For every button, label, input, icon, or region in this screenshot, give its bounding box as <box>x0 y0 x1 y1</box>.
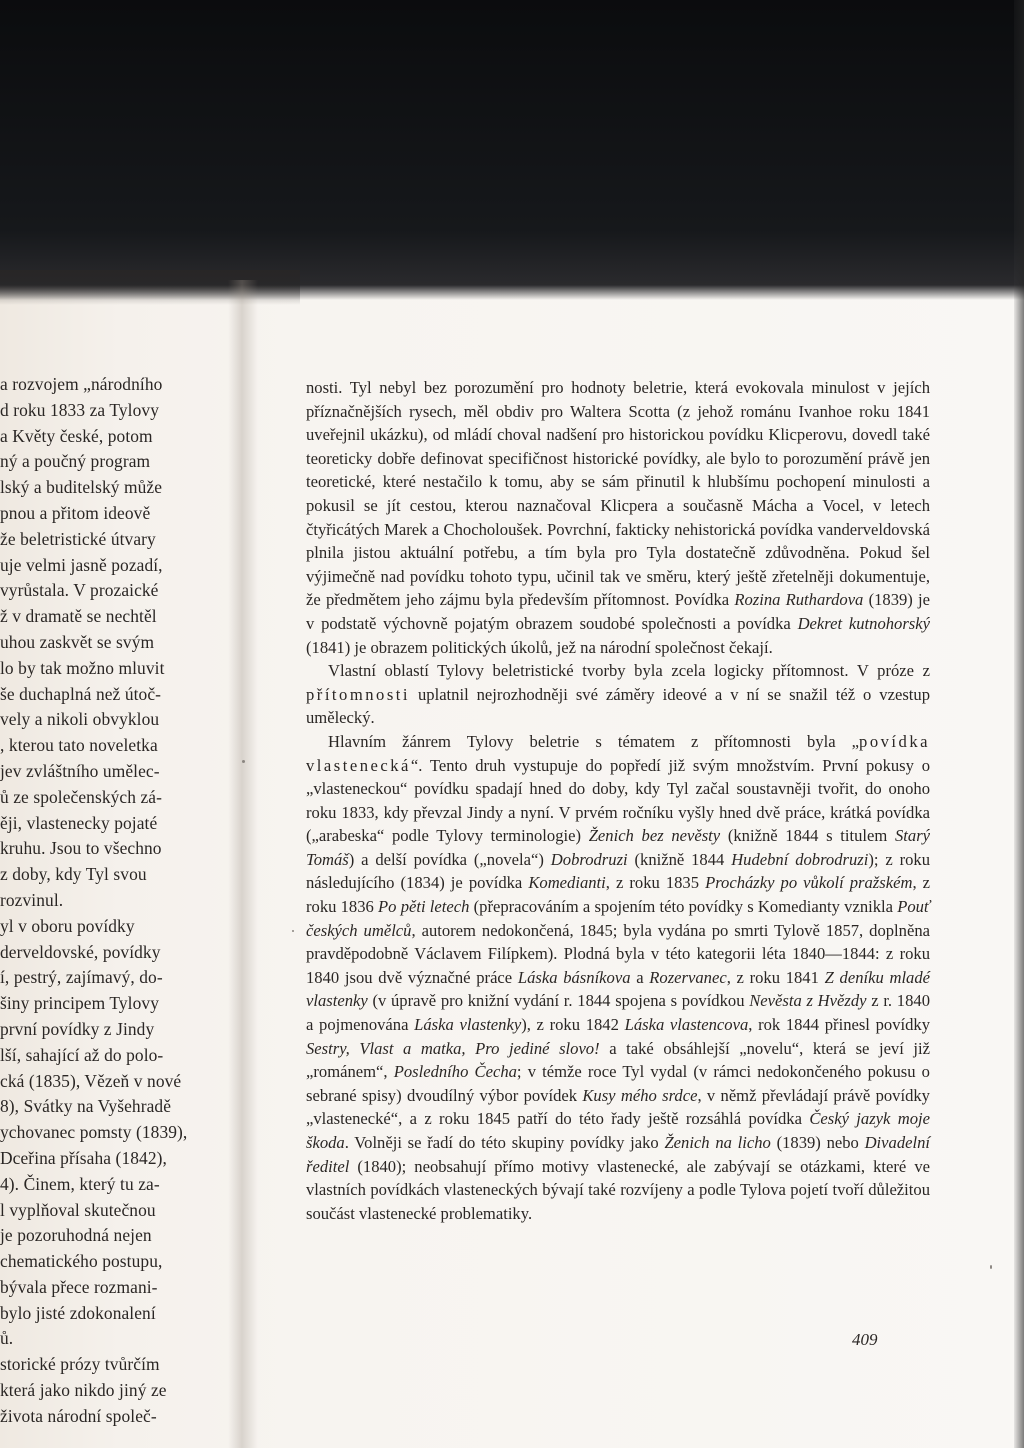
book-gutter <box>228 280 258 1448</box>
left-page-line: jev zvláštního umělec- <box>0 760 160 781</box>
text-run: ); z roku následujícího (1834) je povídka <box>306 849 931 893</box>
body-paragraph <box>306 730 930 1225</box>
paper-speck <box>242 760 245 763</box>
paper-speck <box>990 1265 992 1269</box>
text-run: , v němž převládají právě povídky „vlastenecké“, a z roku 1845 patří do této řady ještě rozsáhlá povídka <box>306 1085 930 1129</box>
text-run: z r. 1840 a pojmenována <box>306 991 930 1035</box>
left-page-line: je pozoruhodná nejen <box>0 1225 152 1246</box>
text-run: , z roku 1841 <box>726 967 825 987</box>
italic-title: Ženich na licho <box>664 1133 771 1152</box>
left-page-line: cká (1835), Vězeň v nové <box>0 1070 182 1091</box>
left-page-line: a rozvojem „národního <box>0 374 163 394</box>
left-page-line: lší, sahající až do polo- <box>0 1044 164 1065</box>
italic-title: Rozina Ruthardova <box>734 590 864 610</box>
italic-title: Procházky po vůkolí pražském <box>705 873 913 893</box>
left-page-line: ž v dramatě se nechtěl <box>0 606 157 627</box>
text-run: , autorem nedokončená, 1845; byla vydána po smrti Tylově 1857, doplněna pravděpodobně Václavem Filípkem). Plodná byla v této kategorii léta 1840—1844: z roku 1840 jsou dvě význačné práce <box>306 920 930 987</box>
italic-title: Nevěsta z Hvězdy <box>749 991 867 1011</box>
text-run: Hlavním žánrem Tylovy beletrie s tématem z přítomnosti byla „ <box>328 731 860 751</box>
paper-speck <box>292 930 294 932</box>
italic-title: Český jazyk moje škoda <box>306 1109 930 1152</box>
left-page-line: lo by tak možno mluvit <box>0 657 165 678</box>
letterspaced-term: povídka vlastenecká <box>306 731 930 775</box>
left-page-line: ů. <box>0 1328 14 1349</box>
italic-title: Posledního Čecha <box>393 1062 517 1082</box>
italic-title: Divadelní ředitel <box>306 1133 930 1176</box>
left-page-line: chematického postupu, <box>0 1251 163 1272</box>
left-page-line: která jako nikdo jiný ze <box>0 1380 167 1401</box>
left-page-line: první povídky z Jindy <box>0 1018 155 1039</box>
left-page-line: yl v oboru povídky <box>0 915 135 936</box>
text-run: a také obsáhlejší „novelu“, která se jeví již „románem“, <box>306 1038 930 1082</box>
text-run: (knižně 1844 s titulem <box>720 826 895 846</box>
italic-title: Po pěti letech <box>378 897 470 917</box>
left-page-line: 4). Činem, který tu za- <box>0 1173 160 1194</box>
left-page-line: í, pestrý, zajímavý, do- <box>0 967 163 988</box>
text-run: (1841) je obrazem politických úkolů, jež na národní společnost čekají. <box>306 637 773 657</box>
left-page-line: kruhu. Jsou to všechno <box>0 838 162 859</box>
left-page-line: storické prózy tvůrčím <box>0 1354 160 1375</box>
text-run: ), z roku 1842 <box>521 1015 625 1035</box>
text-run: . Volněji se řadí do této skupiny povídky jako <box>344 1133 665 1152</box>
text-run: (1839) je v podstatě výchovně pojatým obrazem soudobé společnosti a povídka <box>306 590 930 633</box>
left-page-line: d roku 1833 za Tylovy <box>0 399 159 420</box>
left-page-line: pnou a přitom ideově <box>0 502 151 523</box>
left-page-line: šiny principem Tylovy <box>0 993 159 1014</box>
text-run: ) a delší povídka („novela“) <box>348 849 551 869</box>
body-paragraph <box>306 376 930 659</box>
text-run: , z roku 1835 <box>605 873 706 893</box>
italic-title: Láska vlastencova <box>624 1015 749 1035</box>
letterspaced-term: přítomnosti <box>306 684 411 704</box>
italic-title: Sestry, Vlast a matka, Pro jediné slovo! <box>306 1038 600 1058</box>
right-page-text-column <box>306 376 930 1225</box>
scan-dark-top-band <box>0 0 1024 300</box>
text-run: , z roku 1836 <box>306 873 930 917</box>
left-page-line: 8), Svátky na Vyšehradě <box>0 1096 172 1117</box>
italic-title: Hudební dobrodruzi <box>731 849 869 869</box>
left-page-line: ěji, vlastenecky pojaté <box>0 812 158 833</box>
left-page-line: života národní společ- <box>0 1405 157 1426</box>
text-run: (1840); neobsahují přímo motivy vlastenecké, ale zabývají se otázkami, které ve vlastních povídkách vlasteneckých bývají také rozvíjeny a podle Tylova pojetí tvoří důležitou součást vlastenecké problematiky. <box>306 1156 930 1223</box>
left-page-line: , kterou tato noveletka <box>0 735 158 756</box>
left-page-line: že beletristické útvary <box>0 528 156 549</box>
left-page-line: bylo jisté zdokonalení <box>0 1302 156 1323</box>
left-page-text-column <box>0 372 226 1430</box>
left-page-line: vyrůstala. V prozaické <box>0 580 159 601</box>
left-page-line: Dceřina přísaha (1842), <box>0 1147 167 1168</box>
text-run: nosti. Tyl nebyl bez porozumění pro hodnoty beletrie, která evokovala minulost v jejích příznačnějších rysech, měl obdiv pro Waltera Scotta (z jehož románu Ivanhoe roku 1841 uveřejnil ukázku), od mládí choval nadšení pro historickou povídku Klicperovu, dovedl také teoreticky dobře definovat specifičnost historické povídky, ale bylo to porozumění právě jen teoretické, které nestačilo k tomu, aby se sám přinutil k hlubšímu pochopení minulosti a pokusil se jít cestou, kterou naznačoval Klicpera a současně Mácha a Vocel, v letech čtyřicátých Marek a Chocholoušek. Povrchní, fakticky nehistorická povídka vanderveldovská plnila jistou aktuální potřebu, a tím byla pro Tyla dostatečně zdůvodněna. Pokud šel výjimečně nad povídku tohoto typu, učinil tak ve směru, který ještě zřetelněji dokumentuje, že předmětem jeho zájmu byla především přítomnost. Povídka <box>306 378 930 610</box>
italic-title: Láska básníkova <box>517 967 631 987</box>
text-run: (v úpravě pro knižní vydání r. 1844 spojena s povídkou <box>367 991 750 1011</box>
left-page-line: ychovanec pomsty (1839), <box>0 1122 188 1143</box>
text-run: uplatnil nejrozhodněji své záměry ideové a v ní se snažil též o vzestup umělecký. <box>306 684 930 728</box>
italic-title: Z deníku mladé vlastenky <box>306 967 931 1011</box>
italic-title: Komedianti <box>528 873 606 893</box>
text-run: , rok 1844 přinesl povídky <box>748 1015 930 1035</box>
text-run: (knižně 1844 <box>627 849 732 869</box>
left-page-line: še duchaplná než útoč- <box>0 683 162 704</box>
italic-title: Starý Tomáš <box>306 826 931 869</box>
text-run: “. Tento druh vystupuje do popředí již svým množstvím. První pokusy o „vlasteneckou“ povídku spadají hned do doby, kdy Tyl začal soustavněji tvořit, do onoho roku 1833, kdy převzal Jindy a nyní. V prvém ročníku vyšly hned dvě práce, krátká povídka („arabeska“ podle Tylovy terminologie) <box>306 755 930 846</box>
text-run: (přepracováním a spojením této povídky s Komedianty vznikla <box>469 897 898 917</box>
italic-title: Láska vlastenky <box>414 1015 522 1035</box>
left-page-line: uje velmi jasně pozadí, <box>0 554 163 575</box>
left-page-line: derveldovské, povídky <box>0 941 161 962</box>
text-run: ; v témže roce Tyl vydal (v rámci nedokončeného pokusu o sebrané spisy) dvoudílný výbor povídek <box>306 1062 930 1105</box>
text-run: a <box>630 967 650 987</box>
text-run: (1839) nebo <box>770 1133 865 1152</box>
left-page-line: z doby, kdy Tyl svou <box>0 864 147 885</box>
left-page-line: ný a poučný program <box>0 451 151 472</box>
italic-title: Pouť českých umělců <box>306 897 931 940</box>
italic-title: Kusy mého srdce <box>582 1085 698 1105</box>
left-page-line: bývala přece rozmani- <box>0 1276 158 1297</box>
italic-title: Rozervanec <box>649 967 727 987</box>
italic-title: Dekret kutnohorský <box>797 613 930 633</box>
page-number: 409 <box>852 1330 878 1349</box>
scan-right-edge <box>1014 0 1024 1448</box>
italic-title: Ženich bez nevěsty <box>588 826 721 846</box>
text-run: Vlastní oblastí Tylovy beletristické tvorby byla zcela logicky přítomnost. V próze z <box>328 661 930 681</box>
italic-title: Dobrodruzi <box>550 849 628 869</box>
left-page-line: lský a buditelský může <box>0 477 163 498</box>
body-paragraph <box>306 659 930 730</box>
left-page-line: a Květy české, potom <box>0 425 153 446</box>
left-page-line: l vyplňoval skutečnou <box>0 1199 156 1220</box>
left-page-line: ů ze společenských zá- <box>0 786 163 807</box>
left-page-line: vely a nikoli obvyklou <box>0 709 160 730</box>
left-page-line: uhou zaskvět se svým <box>0 631 155 652</box>
left-page-line: rozvinul. <box>0 889 64 910</box>
